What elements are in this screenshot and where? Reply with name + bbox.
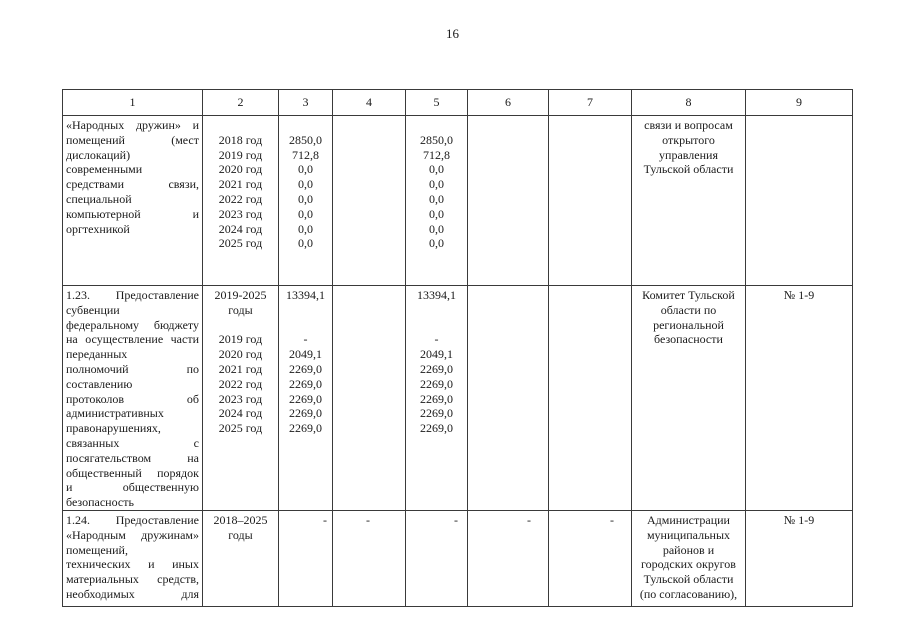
period-cell [203, 510, 279, 606]
text-line: области по [660, 302, 717, 317]
table-row [63, 286, 853, 511]
dash-value: - [610, 512, 614, 527]
indicator-cell: № 1-9 [746, 510, 853, 606]
text-line: 2269,0 [289, 406, 322, 421]
table-row [63, 510, 853, 606]
text-line [282, 318, 329, 333]
text-line: управления [659, 147, 718, 162]
text-line: 2850,0 [420, 132, 453, 147]
text-line: дислокаций) [66, 147, 131, 162]
text-line [409, 318, 464, 333]
dash-value: - [527, 512, 531, 527]
text-line: безопасность [66, 495, 134, 510]
text-line: 2049,1 [289, 347, 322, 362]
text-line: 2269,0 [420, 406, 453, 421]
text-line: помещений (мест [66, 132, 199, 147]
text-line: 2024 год [218, 406, 263, 421]
text-line: 0,0 [429, 221, 444, 236]
text-line: на осуществление части [66, 332, 199, 347]
text-line: 0,0 [298, 221, 313, 236]
text-line: 0,0 [298, 206, 313, 221]
dash-value: - [454, 512, 458, 527]
text-line: специальной [66, 191, 132, 206]
text-line: помещений, [66, 542, 128, 557]
text-line: 0,0 [429, 162, 444, 177]
text-line: общественный порядок [66, 465, 199, 480]
text-line: оргтехникой [66, 221, 130, 236]
text-line: 2269,0 [289, 361, 322, 376]
text-line: 2019 год [218, 147, 263, 162]
text-line: - [303, 332, 308, 347]
text-line: 2021 год [218, 177, 263, 192]
empty-cell [468, 286, 549, 511]
text-line: 0,0 [429, 177, 444, 192]
text-line: 2024 год [218, 221, 263, 236]
executor-cell [632, 116, 746, 286]
empty-cell [549, 286, 632, 511]
text-line [206, 118, 275, 133]
indicator-cell: № 1-9 [746, 286, 853, 511]
header-cell: 5 [406, 90, 468, 116]
text-line: современными [66, 162, 143, 177]
text-line: 0,0 [298, 162, 313, 177]
text-line: 0,0 [298, 177, 313, 192]
text-line: 2269,0 [420, 361, 453, 376]
text-line: 2023 год [218, 391, 263, 406]
text-line: региональной [653, 317, 724, 332]
amount-cell [549, 510, 632, 606]
amount-cell [468, 510, 549, 606]
text-line: правонарушениях, [66, 421, 161, 436]
empty-cell [549, 116, 632, 286]
amount-cell [406, 286, 468, 511]
text-line: необходимых для [66, 586, 199, 601]
text-line: 0,0 [429, 206, 444, 221]
text-line: 2049,1 [420, 347, 453, 362]
text-line: 2269,0 [289, 391, 322, 406]
header-cell: 9 [746, 90, 853, 116]
text-line: 2020 год [218, 162, 263, 177]
header-cell: 4 [333, 90, 406, 116]
text-line: полномочий по [66, 361, 199, 376]
text-line: связи и вопросам [644, 118, 733, 132]
text-line: 2021 год [218, 361, 263, 376]
text-line: (по согласованию), [639, 586, 738, 601]
text-line: 0,0 [298, 191, 313, 206]
table-header-row [63, 90, 853, 116]
description-cell [63, 510, 203, 606]
text-line: средствами связи, [66, 177, 199, 192]
description-cell [63, 116, 203, 286]
empty-cell [333, 116, 406, 286]
text-line: Администрации [647, 512, 730, 527]
text-line: Тульской области [643, 162, 734, 177]
text-line: 2019-2025 [214, 288, 267, 302]
amount-cell [279, 510, 333, 606]
executor-cell [632, 286, 746, 511]
amount-cell [279, 116, 333, 286]
amount-cell [406, 116, 468, 286]
header-cell: 1 [63, 90, 203, 116]
text-line: 0,0 [429, 191, 444, 206]
text-line: 2020 год [218, 347, 263, 362]
text-line [409, 303, 464, 318]
text-line: 1.23. Предоставление [66, 288, 199, 302]
text-line: 2269,0 [420, 376, 453, 391]
text-line [409, 118, 464, 133]
dash-value: - [323, 512, 327, 527]
empty-cell [468, 116, 549, 286]
text-line: 712,8 [423, 147, 450, 162]
amount-cell [333, 510, 406, 606]
text-line: и общественную [66, 480, 199, 495]
amount-cell [406, 510, 468, 606]
text-line: субвенции [66, 302, 120, 317]
text-line: 2269,0 [289, 421, 322, 436]
text-line: составлению [66, 376, 133, 391]
text-line: 712,8 [292, 147, 319, 162]
text-line: компьютерной и [66, 206, 199, 221]
text-line: 2019 год [218, 332, 263, 347]
text-line: 2269,0 [420, 391, 453, 406]
text-line: технических и иных [66, 557, 199, 572]
text-line [206, 318, 275, 333]
indicator-cell [746, 116, 853, 286]
text-line [282, 303, 329, 318]
text-line: 2850,0 [289, 132, 322, 147]
text-line: годы [228, 302, 253, 317]
text-line: открытого [662, 132, 715, 147]
header-cell: 3 [279, 90, 333, 116]
text-line: 2023 год [218, 206, 263, 221]
header-cell: 7 [549, 90, 632, 116]
text-line: 0,0 [429, 236, 444, 251]
text-line: 1.24. Предоставление [66, 512, 199, 527]
text-line: безопасности [654, 332, 723, 347]
executor-cell [632, 510, 746, 606]
page-number: 16 [446, 26, 459, 41]
text-line: «Народным дружинам» [66, 527, 199, 542]
table-row [63, 116, 853, 286]
empty-cell [333, 286, 406, 511]
text-line: переданных [66, 347, 128, 362]
text-line: городских округов [641, 557, 736, 572]
period-cell [203, 286, 279, 511]
text-line: федеральному бюджету [66, 317, 199, 332]
header-cell: 6 [468, 90, 549, 116]
text-line: протоколов об [66, 391, 199, 406]
text-line: 2025 год [218, 421, 263, 436]
text-line: 13394,1 [286, 288, 325, 302]
text-line: - [434, 332, 439, 347]
text-line: Комитет Тульской [642, 288, 735, 302]
text-line: 2018–2025 [213, 512, 268, 527]
text-line: Тульской области [643, 572, 734, 587]
text-line [282, 118, 329, 133]
text-line: 2269,0 [420, 421, 453, 436]
description-cell [63, 286, 203, 511]
program-table [62, 89, 853, 607]
text-line: муниципальных [646, 527, 731, 542]
text-line: районов и [662, 542, 715, 557]
text-line: «Народных дружин» и [66, 118, 199, 132]
period-cell [203, 116, 279, 286]
text-line: 2022 год [218, 191, 263, 206]
amount-cell [279, 286, 333, 511]
text-line: связанных с [66, 435, 199, 450]
text-line: административных [66, 406, 164, 421]
dash-value: - [366, 512, 370, 527]
header-cell: 2 [203, 90, 279, 116]
text-line: 0,0 [298, 236, 313, 251]
text-line: 13394,1 [417, 288, 456, 302]
text-line: 2018 год [218, 132, 263, 147]
header-cell: 8 [632, 90, 746, 116]
text-line: годы [228, 527, 253, 542]
text-line: 2025 год [218, 236, 263, 251]
text-line: материальных средств, [66, 572, 199, 587]
text-line: посягательством на [66, 450, 199, 465]
text-line: 2022 год [218, 376, 263, 391]
text-line: 2269,0 [289, 376, 322, 391]
